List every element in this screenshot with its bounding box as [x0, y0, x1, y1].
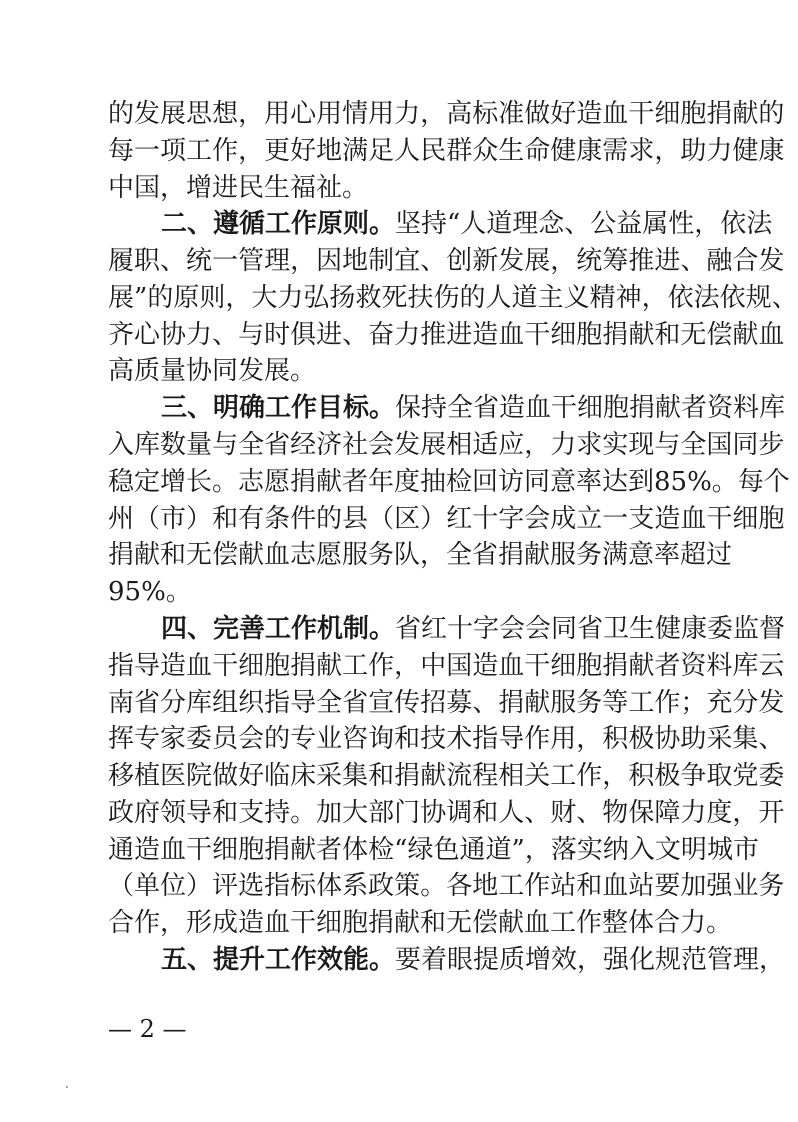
body-text: 保持全省造血干细胞捐献者资料库	[395, 393, 786, 423]
body-text-line: 齐 心 协 力 、 与 时 俱 进 、 奋 力 推 进 造 血 干 细 胞 捐 献 和 无 偿 献 血	[108, 320, 785, 350]
body-text-line: 展 ” 的 原 则 ， 大 力 弘 扬 救 死 扶 伤 的 人 道 主 义 精 神 ， 依 法 依 规 、	[108, 283, 798, 313]
body-text-line: 合作，形成造血干细胞捐献和无偿献血工作整体合力。	[108, 908, 733, 938]
body-text-line: 南 省 分 库 组 织 指 导 全 省 宣 传 招 募 、 捐 献 服 务 等 工 作 ； 充 分 发	[108, 688, 785, 718]
section-2-first-line	[161, 207, 772, 245]
body-text-line: 挥 专 家 委 员 会 的 专 业 咨 询 和 技 术 指 导 作 用 ， 积 极 协 助 采 集 、	[108, 724, 785, 754]
body-text: 坚持“人道理念、公益属性，依法	[395, 209, 773, 239]
section-4-first-line	[161, 612, 785, 650]
body-text-line: 捐献和无偿献血志愿服务队，全省捐献服务满意率超过	[108, 540, 733, 570]
body-text-line: 的 发 展 思 想 ， 用 心 用 情 用 力 ， 高 标 准 做 好 造 血 干 细 胞 捐 献 的	[108, 99, 785, 129]
body-text-line: 中国，增进民生福祉。	[108, 173, 369, 203]
body-text-line: 州 （ 市 ） 和 有 条 件 的 县 （ 区 ） 红 十 字 会 成 立 一 支 造 血 干 细 胞	[108, 504, 785, 534]
body-text-line: 高质量协同发展。	[108, 356, 317, 386]
scan-speck	[66, 1086, 68, 1088]
section-heading: 三、明确工作目标。	[161, 393, 396, 423]
body-text: 省红十字会会同省卫生健康委监督	[395, 614, 786, 644]
body-text-line: 通 造 血 干 细 胞 捐 献 者 体 检 “ 绿 色 通 道 ” ， 落 实 纳 入 文 明 城 市	[108, 835, 759, 865]
section-3-first-line	[161, 391, 785, 429]
body-text-line: （ 单 位 ） 评 选 指 标 体 系 政 策 。 各 地 工 作 站 和 血 站 要 加 强 业 务	[108, 871, 785, 901]
body-text-line: 移 植 医 院 做 好 临 床 采 集 和 捐 献 流 程 相 关 工 作 ， 积 极 争 取 党 委	[108, 761, 785, 791]
body-text-line: 指 导 造 血 干 细 胞 捐 献 工 作 ， 中 国 造 血 干 细 胞 捐 献 者 资 料 库 云	[108, 651, 785, 681]
body-text-line: 入 库 数 量 与 全 省 经 济 社 会 发 展 相 适 应 ， 力 求 实 现 与 全 国 同 步	[108, 430, 785, 460]
body-text-line: 稳定增长。志愿捐献者年度抽检回访同意率达到85%。每个	[108, 467, 790, 497]
body-text-line: 每 一 项 工 作 ， 更 好 地 满 足 人 民 群 众 生 命 健 康 需 求 ， 助 力 健 康	[108, 136, 785, 166]
page-number: — 2 —	[108, 1015, 187, 1043]
body-text-line: 政 府 领 导 和 支 持 。 加 大 部 门 协 调 和 人 、 财 、 物 保 障 力 度 ， 开	[108, 798, 785, 828]
section-5-first-line	[161, 943, 785, 981]
section-heading: 五、提升工作效能。	[161, 945, 396, 975]
section-heading: 四、完善工作机制。	[161, 614, 396, 644]
section-heading: 二、遵循工作原则。	[161, 209, 396, 239]
body-text: 要着眼提质增效，强化规范管理，	[395, 945, 786, 975]
body-text-line: 履 职 、 统 一 管 理 ， 因 地 制 宜 、 创 新 发 展 ， 统 筹 推 进 、 融 合 发	[108, 246, 785, 276]
body-text-line: 95%。	[108, 577, 192, 607]
